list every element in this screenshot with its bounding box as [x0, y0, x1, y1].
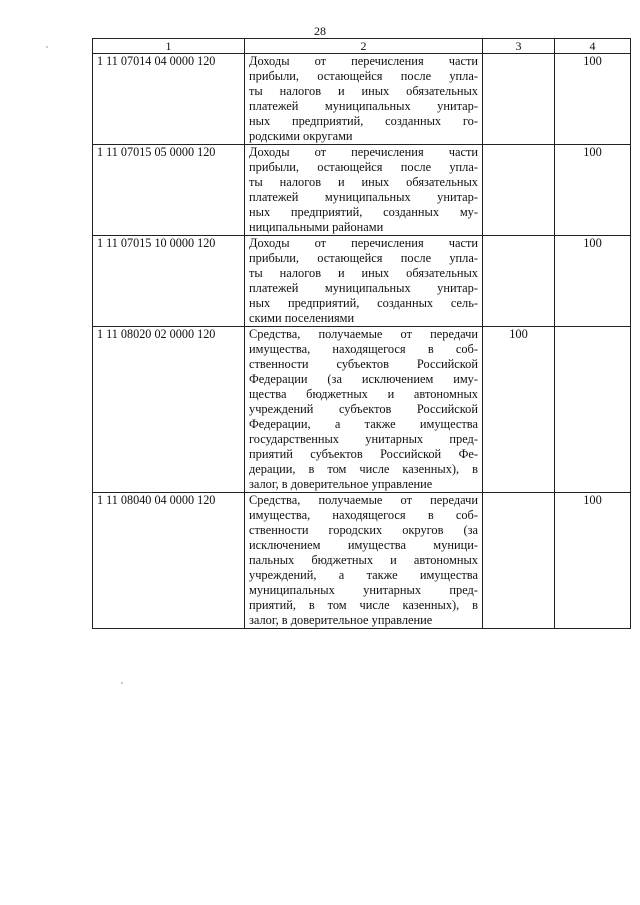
description-line: дерации, в том числе казенных), в [249, 462, 478, 476]
description-line: Доходы от перечисления части [249, 236, 478, 250]
description-line: приятий, в том числе казенных), в [249, 598, 478, 612]
description-line: Средства, получаемые от передачи [249, 327, 478, 341]
col4-value [555, 145, 631, 236]
description-line: учреждений, а также имущества [249, 568, 478, 582]
scan-speck [121, 682, 123, 684]
description-line: щества бюджетных и автономных [249, 387, 478, 401]
description-line: прибыли, остающейся после упла- [249, 69, 478, 83]
col4-value-text: 100 [583, 54, 602, 68]
description-line: учреждений субъектов Российской [249, 402, 478, 416]
description-line: ты налогов и иных обязательных [249, 84, 478, 98]
description-line: ты налогов и иных обязательных [249, 175, 478, 189]
description-line: Средства, получаемые от передачи [249, 493, 478, 507]
col4-value-text: 100 [583, 145, 602, 159]
header-col-1: 1 [93, 39, 245, 54]
description-line: залог, в доверительное управление [249, 613, 433, 627]
description-line: приятий субъектов Российской Фе- [249, 447, 478, 461]
description-line: ниципальными районами [249, 220, 384, 234]
col4-value-text: 100 [583, 236, 602, 250]
col4-value-text: 100 [583, 493, 602, 507]
description-line: родскими округами [249, 129, 353, 143]
description-line: исключением имущества муници- [249, 538, 478, 552]
revenue-description [245, 236, 483, 327]
budget-code: 1 11 07015 05 0000 120 [93, 145, 245, 236]
col4-value [555, 327, 631, 493]
budget-code: 1 11 08020 02 0000 120 [93, 327, 245, 493]
budget-code-table [92, 38, 631, 629]
description-line: ты налогов и иных обязательных [249, 266, 478, 280]
description-line: государственных унитарных пред- [249, 432, 478, 446]
description-line: платежей муниципальных унитар- [249, 190, 478, 204]
description-line: имущества, находящегося в соб- [249, 342, 478, 356]
description-line: платежей муниципальных унитар- [249, 281, 478, 295]
col3-value [483, 54, 555, 145]
description-line: пальных бюджетных и автономных [249, 553, 478, 567]
description-line: прибыли, остающейся после упла- [249, 251, 478, 265]
description-line: ных предприятий, созданных сель- [249, 296, 478, 310]
description-line: ных предприятий, созданных го- [249, 114, 478, 128]
description-line: скими поселениями [249, 311, 355, 325]
description-line: ственности субъектов Российской [249, 357, 478, 371]
table-row [93, 236, 631, 327]
col3-value [483, 327, 555, 493]
description-line: Федерации, а также имущества [249, 417, 478, 431]
page-number: 28 [314, 24, 326, 38]
description-line: Доходы от перечисления части [249, 54, 478, 68]
description-line: платежей муниципальных унитар- [249, 99, 478, 113]
revenue-description [245, 493, 483, 629]
revenue-description [245, 327, 483, 493]
budget-code: 1 11 07014 04 0000 120 [93, 54, 245, 145]
table-row [93, 327, 631, 493]
description-line: имущества, находящегося в соб- [249, 508, 478, 522]
col4-value [555, 493, 631, 629]
header-col-2: 2 [245, 39, 483, 54]
col4-value [555, 236, 631, 327]
table-row [93, 145, 631, 236]
scan-speck [46, 46, 48, 48]
description-line: ственности городских округов (за [249, 523, 478, 537]
description-line: муниципальных унитарных пред- [249, 583, 478, 597]
description-line: ных предприятий, созданных му- [249, 205, 478, 219]
revenue-description [245, 54, 483, 145]
description-line: Федерации (за исключением иму- [249, 372, 478, 386]
description-line: прибыли, остающейся после упла- [249, 160, 478, 174]
description-line: Доходы от перечисления части [249, 145, 478, 159]
table-body [93, 54, 631, 629]
description-line: залог, в доверительное управление [249, 477, 433, 491]
revenue-description [245, 145, 483, 236]
budget-code: 1 11 07015 10 0000 120 [93, 236, 245, 327]
header-col-3: 3 [483, 39, 555, 54]
table-row [93, 493, 631, 629]
budget-code: 1 11 08040 04 0000 120 [93, 493, 245, 629]
header-row [93, 39, 631, 54]
col4-value [555, 54, 631, 145]
table-row [93, 54, 631, 145]
col3-value [483, 493, 555, 629]
header-col-4: 4 [555, 39, 631, 54]
col3-value-text: 100 [509, 327, 528, 341]
col3-value [483, 145, 555, 236]
col3-value [483, 236, 555, 327]
